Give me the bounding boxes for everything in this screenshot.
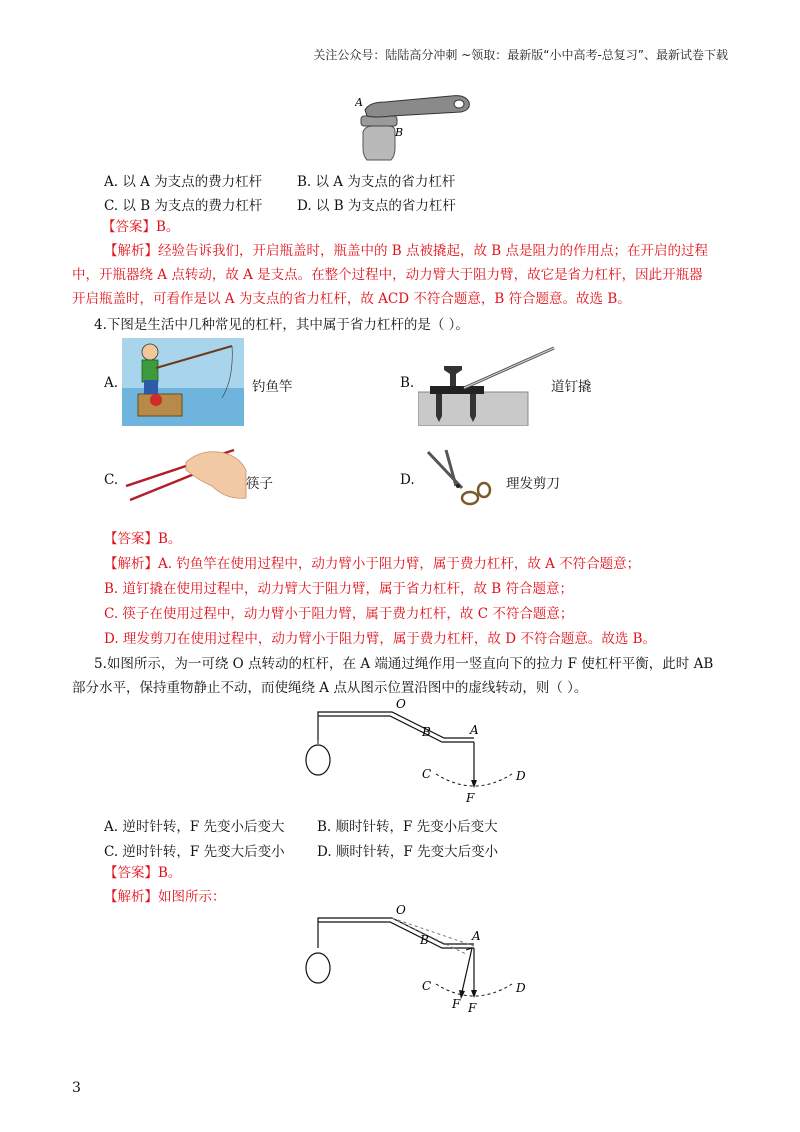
q5-option-a: A. 逆时针转，F 先变小后变大 (104, 819, 285, 835)
q4-option-d-label: 理发剪刀 (506, 476, 560, 492)
q3-answer: 【答案】B。 (102, 219, 180, 235)
q3-analysis-line-2: 中，开瓶器绕 A 点转动，故 A 是支点。在整个过程中，动力臂大于阻力臂，故它是省力杠杆，因此开瓶器 (72, 267, 703, 283)
q5-analysis-label-a: A (472, 929, 481, 943)
q4-option-a-label: 钓鱼竿 (252, 379, 293, 395)
spike-lever-image (418, 346, 558, 426)
q5-analysis-label-b: B (420, 933, 429, 947)
q3-analysis-line-3: 开启瓶盖时，可看作是以 A 为支点的省力杠杆，故 ACD 不符合题意，B 符合题意。故选 B。 (72, 291, 631, 307)
q5-label-b: B (422, 725, 431, 739)
page-header: 关注公众号：陆陆高分冲刺 ~领取：最新版“小中高考-总复习”、最新试卷下载 (313, 48, 728, 62)
chopsticks-image (122, 440, 248, 510)
q5-stem-line-2: 部分水平，保持重物静止不动，而使绳绕 A 点从图示位置沿图中的虚线转动，则（ ）。 (72, 680, 588, 696)
q4-stem: 4.下图是生活中几种常见的杠杆，其中属于省力杠杆的是（ ）。 (94, 317, 469, 333)
q4-answer: 【答案】B。 (104, 531, 182, 547)
q5-analysis-label-f1: F (452, 997, 461, 1011)
q5-label-a: A (470, 723, 479, 737)
fishing-rod-image (122, 338, 244, 426)
q5-label-c: C (422, 767, 432, 781)
page-number: 3 (72, 1080, 81, 1096)
q5-label-f: F (466, 791, 475, 805)
q4-option-d-letter: D. (400, 472, 415, 488)
q5-option-c: C. 逆时针转，F 先变大后变小 (104, 844, 285, 860)
q3-option-c: C. 以 B 为支点的费力杠杆 (104, 198, 263, 214)
q3-option-d: D. 以 B 为支点的省力杠杆 (297, 198, 456, 214)
q4-option-b-label: 道钉撬 (551, 379, 592, 395)
q4-analysis-line-4: D. 理发剪刀在使用过程中，动力臂小于阻力臂，属于费力杠杆，故 D 不符合题意。故选 B。 (104, 631, 657, 647)
q5-label-o: O (396, 697, 406, 711)
q5-analysis-label-c: C (422, 979, 432, 993)
lever-diagram (296, 694, 546, 806)
q5-option-d: D. 顺时针转，F 先变大后变小 (317, 844, 499, 860)
hair-scissors-image (422, 446, 494, 512)
q3-option-a: A. 以 A 为支点的费力杠杆 (104, 174, 263, 190)
q5-analysis-label-o: O (396, 903, 406, 917)
q4-analysis-line-1: 【解析】A. 钓鱼竿在使用过程中，动力臂小于阻力臂，属于费力杠杆，故 A 不符合题意； (104, 556, 641, 572)
q4-option-b-letter: B. (400, 375, 415, 391)
q5-answer: 【答案】B。 (104, 865, 182, 881)
q4-option-a-letter: A. (104, 375, 119, 391)
lever-analysis-diagram (296, 900, 546, 1016)
figure-label-b: B (395, 126, 404, 139)
q3-analysis-line-1: 【解析】经验告诉我们，开启瓶盖时，瓶盖中的 B 点被撬起，故 B 点是阻力的作用点；在开启的过程 (104, 243, 709, 259)
q4-analysis-line-2: B. 道钉撬在使用过程中，动力臂大于阻力臂，属于省力杠杆，故 B 符合题意； (104, 581, 574, 597)
figure-label-a: A (355, 96, 363, 109)
q5-analysis-label-d: D (516, 981, 526, 995)
q5-analysis: 【解析】如图所示： (104, 889, 226, 905)
q3-option-b: B. 以 A 为支点的省力杠杆 (297, 174, 456, 190)
q5-option-b: B. 顺时针转，F 先变小后变大 (317, 819, 498, 835)
q4-option-c-label: 筷子 (246, 476, 273, 492)
q5-analysis-label-f2: F (468, 1001, 477, 1015)
q5-label-d: D (516, 769, 526, 783)
bottle-opener-figure (355, 92, 475, 162)
q4-option-c-letter: C. (104, 472, 119, 488)
q4-analysis-line-3: C. 筷子在使用过程中，动力臂小于阻力臂，属于费力杠杆，故 C 不符合题意； (104, 606, 574, 622)
q5-stem-line-1: 5.如图所示，为一可绕 O 点转动的杠杆，在 A 端通过绳作用一竖直向下的拉力 F 使杠杆平衡，此时 AB (94, 656, 714, 672)
